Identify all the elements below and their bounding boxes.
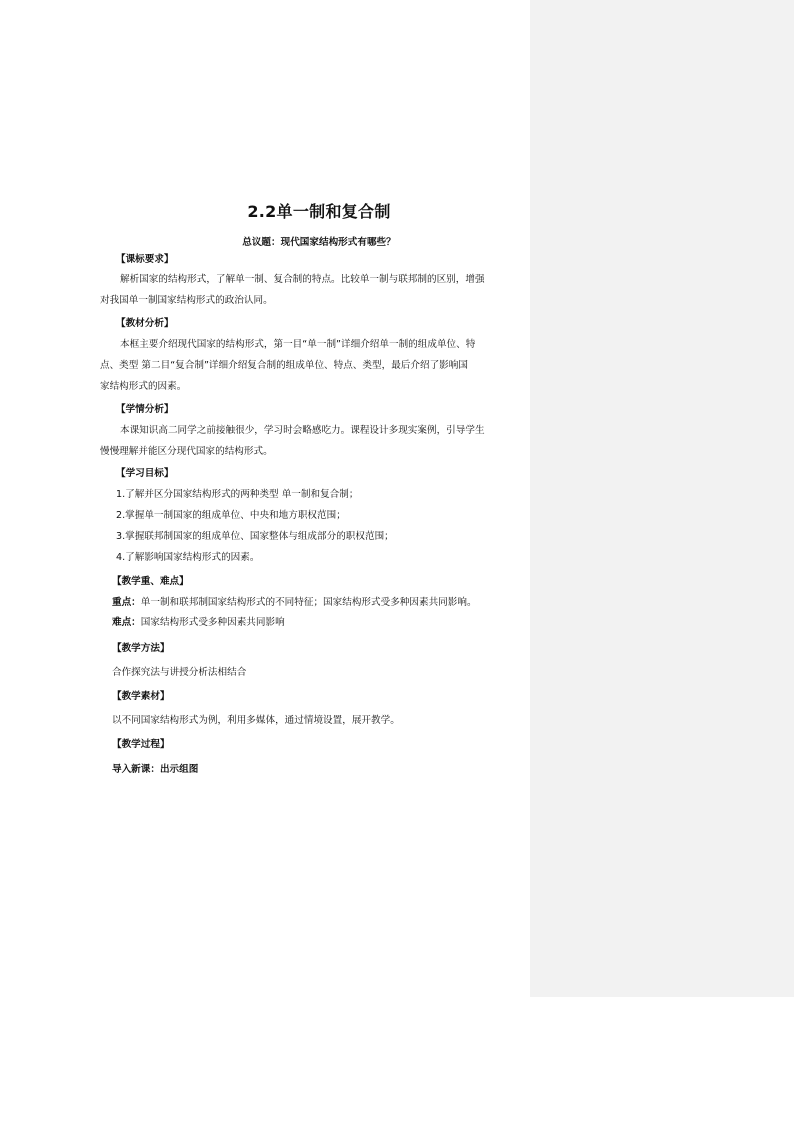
heading-keypoints: 【教学重、难点】 — [112, 576, 189, 587]
heading-methods: 【教学方法】 — [112, 643, 170, 654]
heading-process: 【教学过程】 — [112, 739, 170, 750]
objective-item: 2.掌握单一制国家的组成单位、中央和地方职权范围； — [116, 510, 346, 521]
objective-item: 4.了解影响国家结构形式的因素。 — [116, 552, 260, 563]
heading-objectives: 【学习目标】 — [116, 468, 174, 479]
process-intro: 导入新课：出示组图 — [112, 764, 199, 775]
key-point-label: 重点： — [112, 597, 141, 608]
paragraph-line: 点、类型 第二目“复合制”详细介绍复合制的组成单位、特点、类型，最后介绍了影响国 — [100, 360, 468, 371]
paragraph-line: 本课知识高二同学之前接触很少，学习时会略感吃力。课程设计多现实案例，引导学生 — [120, 425, 485, 436]
heading-textbook: 【教材分析】 — [116, 318, 174, 329]
difficult-point-text: 国家结构形式受多种因素共同影响 — [140, 617, 285, 628]
objective-item: 1.了解并区分国家结构形式的两种类型 单一制和复合制； — [116, 489, 359, 500]
paragraph-line: 家结构形式的因素。 — [100, 381, 187, 392]
methods-text: 合作探究法与讲授分析法相结合 — [112, 667, 247, 678]
paragraph-line: 解析国家的结构形式，了解单一制、复合制的特点。比较单一制与联邦制的区别，增强 — [120, 274, 485, 285]
document-body — [100, 200, 522, 775]
key-point-text: 单一制和联邦制国家结构形式的不同特征；国家结构形式受多种因素共同影响。 — [140, 597, 477, 608]
page-title: 2.2单一制和复合制 — [247, 202, 391, 221]
objective-item: 3.掌握联邦制国家的组成单位、国家整体与组成部分的职权范围； — [116, 531, 394, 542]
paragraph-line: 本框主要介绍现代国家的结构形式，第一目“单一制”详细介绍单一制的组成单位、特 — [120, 339, 476, 350]
comment-pane — [530, 0, 794, 997]
paragraph-line: 对我国单一制国家结构形式的政治认同。 — [100, 295, 273, 306]
heading-standard: 【课标要求】 — [116, 254, 174, 265]
heading-students: 【学情分析】 — [116, 404, 174, 415]
key-point-line — [112, 597, 518, 609]
paragraph-line: 慢慢理解并能区分现代国家的结构形式。 — [100, 446, 273, 457]
materials-text: 以不同国家结构形式为例，利用多媒体，通过情境设置，展开教学。 — [112, 715, 400, 726]
difficult-point-line — [112, 617, 518, 629]
difficult-point-label: 难点： — [112, 617, 141, 628]
subtitle: 总议题：现代国家结构形式有哪些？ — [242, 237, 396, 248]
heading-materials: 【教学素材】 — [112, 691, 170, 702]
